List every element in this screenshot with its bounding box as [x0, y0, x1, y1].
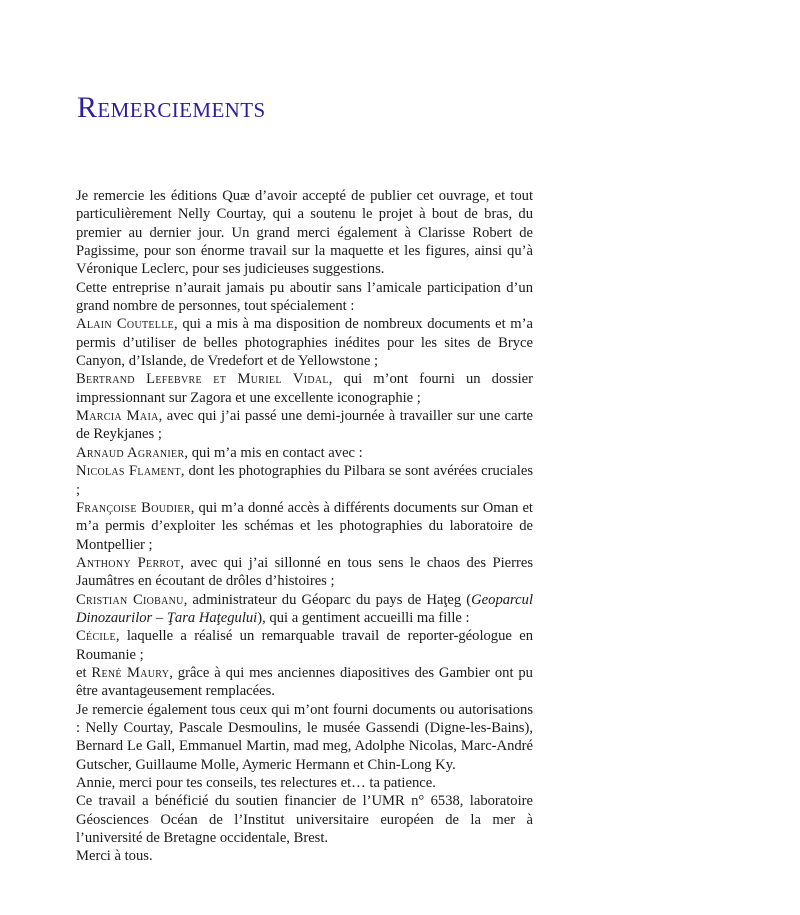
paragraph: [76, 701, 533, 774]
text-run: Je remercie les éditions Quæ d’avoir accepté de publier cet ouvrage, et tout particulièrement Nelly Courtay, qui a soutenu le projet à bout de bras, du premier au dernier jour. Un grand merci également à Clarisse Robert de Pagissime, pour son énorme travail sur la maquette et les figures, ainsi qu’à Véronique Leclerc, pour ses judicieuses suggestions.: [76, 188, 533, 278]
text-run: , dont les photographies du Pilbara se sont avérées cruciales ;: [76, 463, 533, 498]
paragraph: [76, 315, 533, 370]
paragraph: [76, 187, 533, 279]
text-run: , administrateur du Géoparc du pays de Haţeg (: [183, 591, 472, 608]
paragraph: [76, 792, 533, 847]
text-run: Je remercie également tous ceux qui m’ont fourni documents ou autorisations : Nelly Courtay, Pascale Desmoulins, le musée Gassendi (Digne-les-Bains), Bernard Le Gall, Emmanuel Martin, mad meg, Adolphe Nicolas, Marc-André Gutscher, Guillaume Molle, Aymeric Hermann et Chin-Long Ky.: [76, 701, 533, 773]
text-run: , qui m’ont fourni un dossier impressionnant sur Zagora et une excellente iconographie ;: [76, 371, 533, 406]
text-run: et: [76, 664, 92, 681]
text-run: ), qui a gentiment accueilli ma fille :: [257, 609, 470, 626]
paragraph: [76, 774, 533, 792]
text-run: Merci à tous.: [76, 848, 153, 865]
person-name: Alain Coutelle: [76, 316, 175, 333]
text-run: , avec qui j’ai sillonné en tous sens le chaos des Pierres Jaumâtres en écoutant de drôles d’histoires ;: [76, 554, 533, 590]
paragraph: [76, 462, 533, 499]
text-run: Annie, merci pour tes conseils, tes relectures et… ta patience.: [76, 775, 436, 791]
text-run: Cette entreprise n’aurait jamais pu aboutir sans l’amicale participation d’un grand nombre de personnes, tout spécialement :: [76, 279, 533, 315]
paragraph: [76, 444, 533, 462]
person-name: Marcia Maia: [76, 408, 159, 425]
person-name: Arnaud Agranier: [76, 444, 185, 461]
person-name: Françoise Boudier: [76, 499, 191, 516]
text-run: , qui a mis à ma disposition de nombreux documents et m’a permis d’utiliser de belles photographies inédites pour les sites de Bryce Canyon, d’Islande, de Vredefort et de Yellowstone ;: [76, 316, 533, 370]
page-title: Remerciements: [77, 91, 266, 124]
paragraph: [76, 499, 533, 554]
paragraph: [76, 591, 533, 628]
text-run: , grâce à qui mes anciennes diapositives des Gambier ont pu être avantageusement remplacées.: [76, 664, 533, 700]
acknowledgements-body: [76, 187, 533, 866]
person-name: Cristian Ciobanu: [76, 591, 184, 608]
text-run: , avec qui j’ai passé une demi-journée à travailler sur une carte de Reykjanes ;: [76, 408, 533, 443]
person-name: René Maury: [91, 664, 170, 681]
paragraph: [76, 664, 533, 701]
paragraph: [76, 370, 533, 407]
text-run: , laquelle a réalisé un remarquable travail de reporter-géologue en Roumanie ;: [76, 628, 533, 663]
italic-text: Geoparcul Dinozaurilor – Ţara Haţegului: [76, 591, 533, 626]
text-run: , qui m’a donné accès à différents documents sur Oman et m’a permis d’exploiter les schémas et les photographies du laboratoire de Montpellier ;: [76, 499, 533, 553]
paragraph: [76, 407, 533, 444]
paragraph: [76, 627, 533, 664]
paragraph: [76, 279, 533, 316]
person-name: Anthony Perrot: [76, 554, 181, 571]
person-name: Cécile: [76, 628, 116, 645]
paragraph: [76, 847, 533, 865]
person-name: Bertrand Lefebvre et Muriel Vidal: [76, 371, 329, 388]
person-name: Nicolas Flament: [76, 463, 181, 480]
text-run: Ce travail a bénéficié du soutien financier de l’UMR n° 6538, laboratoire Géosciences Océan de l’Institut universitaire européen de la mer à l’université de Bretagne occidentale, Brest.: [76, 793, 533, 847]
text-run: , qui m’a mis en contact avec :: [184, 444, 363, 461]
paragraph: [76, 554, 533, 591]
